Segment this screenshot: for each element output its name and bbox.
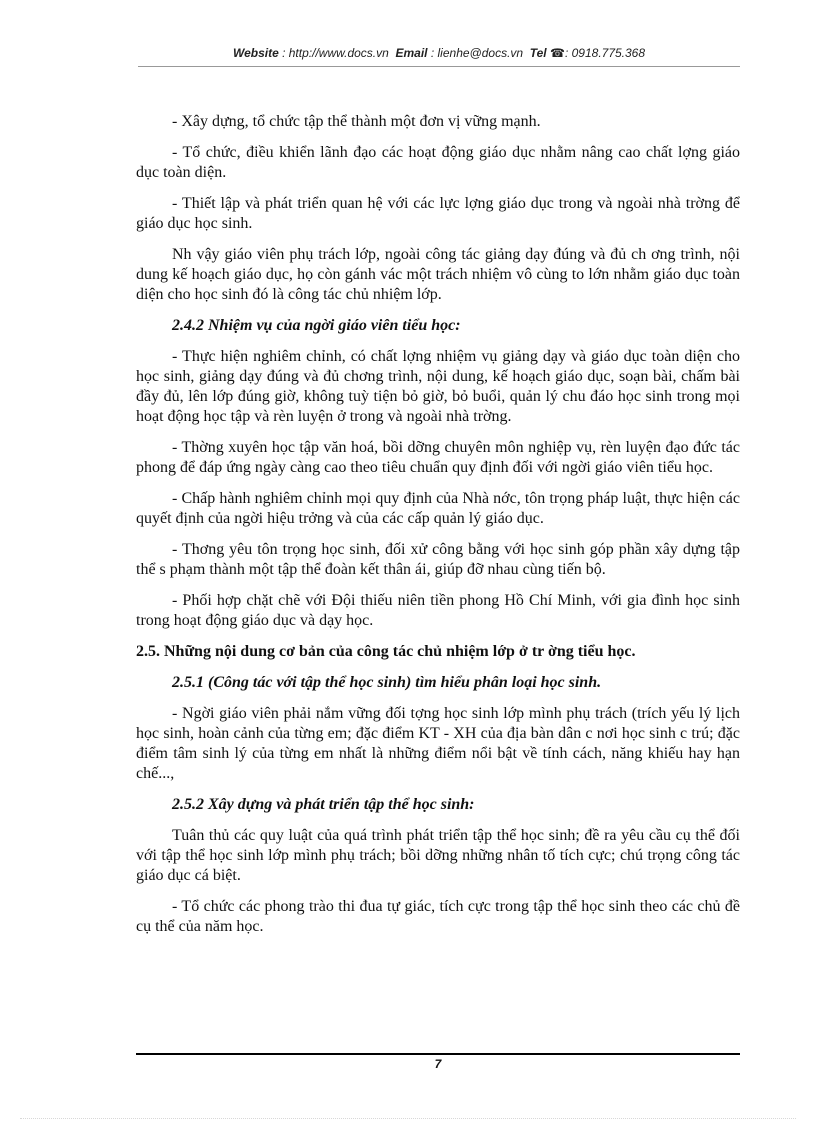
page-header: [138, 46, 740, 60]
paragraph: - Xây dựng, tổ chức tập thể thành một đơn vị vững mạnh.: [172, 113, 541, 130]
section-heading: 2.4.2 Nhiệm vụ của ngời giáo viên tiểu học:: [172, 317, 461, 334]
paragraph: - Tổ chức các phong trào thi đua tự giác, tích cực trong tập thể học sinh theo các chủ đề cụ thể của năm học.: [136, 898, 740, 935]
footer-divider: [136, 1053, 740, 1055]
section-heading: 2.5.2 Xây dựng và phát triển tập thể học sinh:: [172, 796, 475, 813]
paragraph: - Ngời giáo viên phải nắm vững đối tợng học sinh lớp mình phụ trách (trích yếu lý lịch học sinh, hoàn cảnh của từng em; đặc điểm KT - XH của địa bàn dân c nơi học sinh c trú; đặc điểm tâm sinh lý của từng em nhất là những điểm nổi bật về tính cách, năng khiếu hay hạn chế...,: [136, 705, 740, 782]
paragraph: - Thờng xuyên học tập văn hoá, bồi dỡng chuyên môn nghiệp vụ, rèn luyện đạo đức tác phong để đáp ứng ngày càng cao theo tiêu chuẩn quy định đối với ngời giáo viên tiểu học.: [136, 439, 740, 476]
paragraph: - Thiết lập và phát triển quan hệ với các lực lợng giáo dục trong và ngoài nhà trờng để giáo dục học sinh.: [136, 195, 740, 232]
phone-icon: ☎: [550, 46, 565, 60]
paragraph: - Phối hợp chặt chẽ với Đội thiếu niên tiền phong Hồ Chí Minh, với gia đình học sinh trong hoạt động giáo dục và dạy học.: [136, 592, 740, 629]
section-heading: 2.5.1 (Công tác với tập thể học sinh) tìm hiểu phân loại học sinh.: [172, 674, 602, 691]
header-divider: [138, 66, 740, 67]
website-value: : http://www.docs.vn: [282, 46, 389, 60]
website-label: Website: [232, 46, 279, 60]
paragraph: Nh vậy giáo viên phụ trách lớp, ngoài công tác giảng dạy đúng và đủ ch ơng trình, nội dung kế hoạch giáo dục, họ còn gánh vác một trách nhiệm vô cùng to lớn nhằm giáo dục toàn diện cho học sinh đó là công tác chủ nhiệm lớp.: [136, 246, 740, 303]
document-body: [136, 112, 740, 948]
tel-value: : 0918.775.368: [564, 46, 646, 60]
tel-label: Tel: [529, 46, 547, 60]
page-edge-divider: [20, 1118, 796, 1119]
paragraph: - Chấp hành nghiêm chỉnh mọi quy định của Nhà nớc, tôn trọng pháp luật, thực hiện các quyết định của ngời hiệu trởng và của các cấp quản lý giáo dục.: [136, 490, 740, 527]
chapter-heading: 2.5. Những nội dung cơ bản của công tác chủ nhiệm lớp ở tr ờng tiểu học.: [136, 643, 636, 660]
page-number: 7: [434, 1057, 442, 1071]
email-label: Email: [395, 46, 428, 60]
paragraph: - Tổ chức, điều khiển lãnh đạo các hoạt động giáo dục nhằm nâng cao chất lợng giáo dục toàn diện.: [136, 144, 740, 181]
paragraph: - Thơng yêu tôn trọng học sinh, đối xử công bằng với học sinh góp phần xây dựng tập thể s phạm thành một tập thể đoàn kết thân ái, giúp đỡ nhau cùng tiến bộ.: [136, 541, 740, 578]
email-value: : lienhe@docs.vn: [430, 46, 524, 60]
paragraph: Tuân thủ các quy luật của quá trình phát triển tập thể học sinh; đề ra yêu cầu cụ thể đối với tập thể học sinh lớp mình phụ trách; bồi dỡng những nhân tố tích cực; chú trọng công tác giáo dục cá biệt.: [136, 827, 740, 884]
paragraph: - Thực hiện nghiêm chỉnh, có chất lợng nhiệm vụ giảng dạy và giáo dục toàn diện cho học sinh, giảng dạy đúng và đủ chơng trình, nội dung, kế hoạch giáo dục, soạn bài, chấm bài đầy đủ, lên lớp đúng giờ, không tuỳ tiện bỏ giờ, bỏ buổi, quản lý chu đáo học sinh trong mọi hoạt động học tập và rèn luyện ở trong và ngoài nhà trờng.: [136, 348, 740, 425]
